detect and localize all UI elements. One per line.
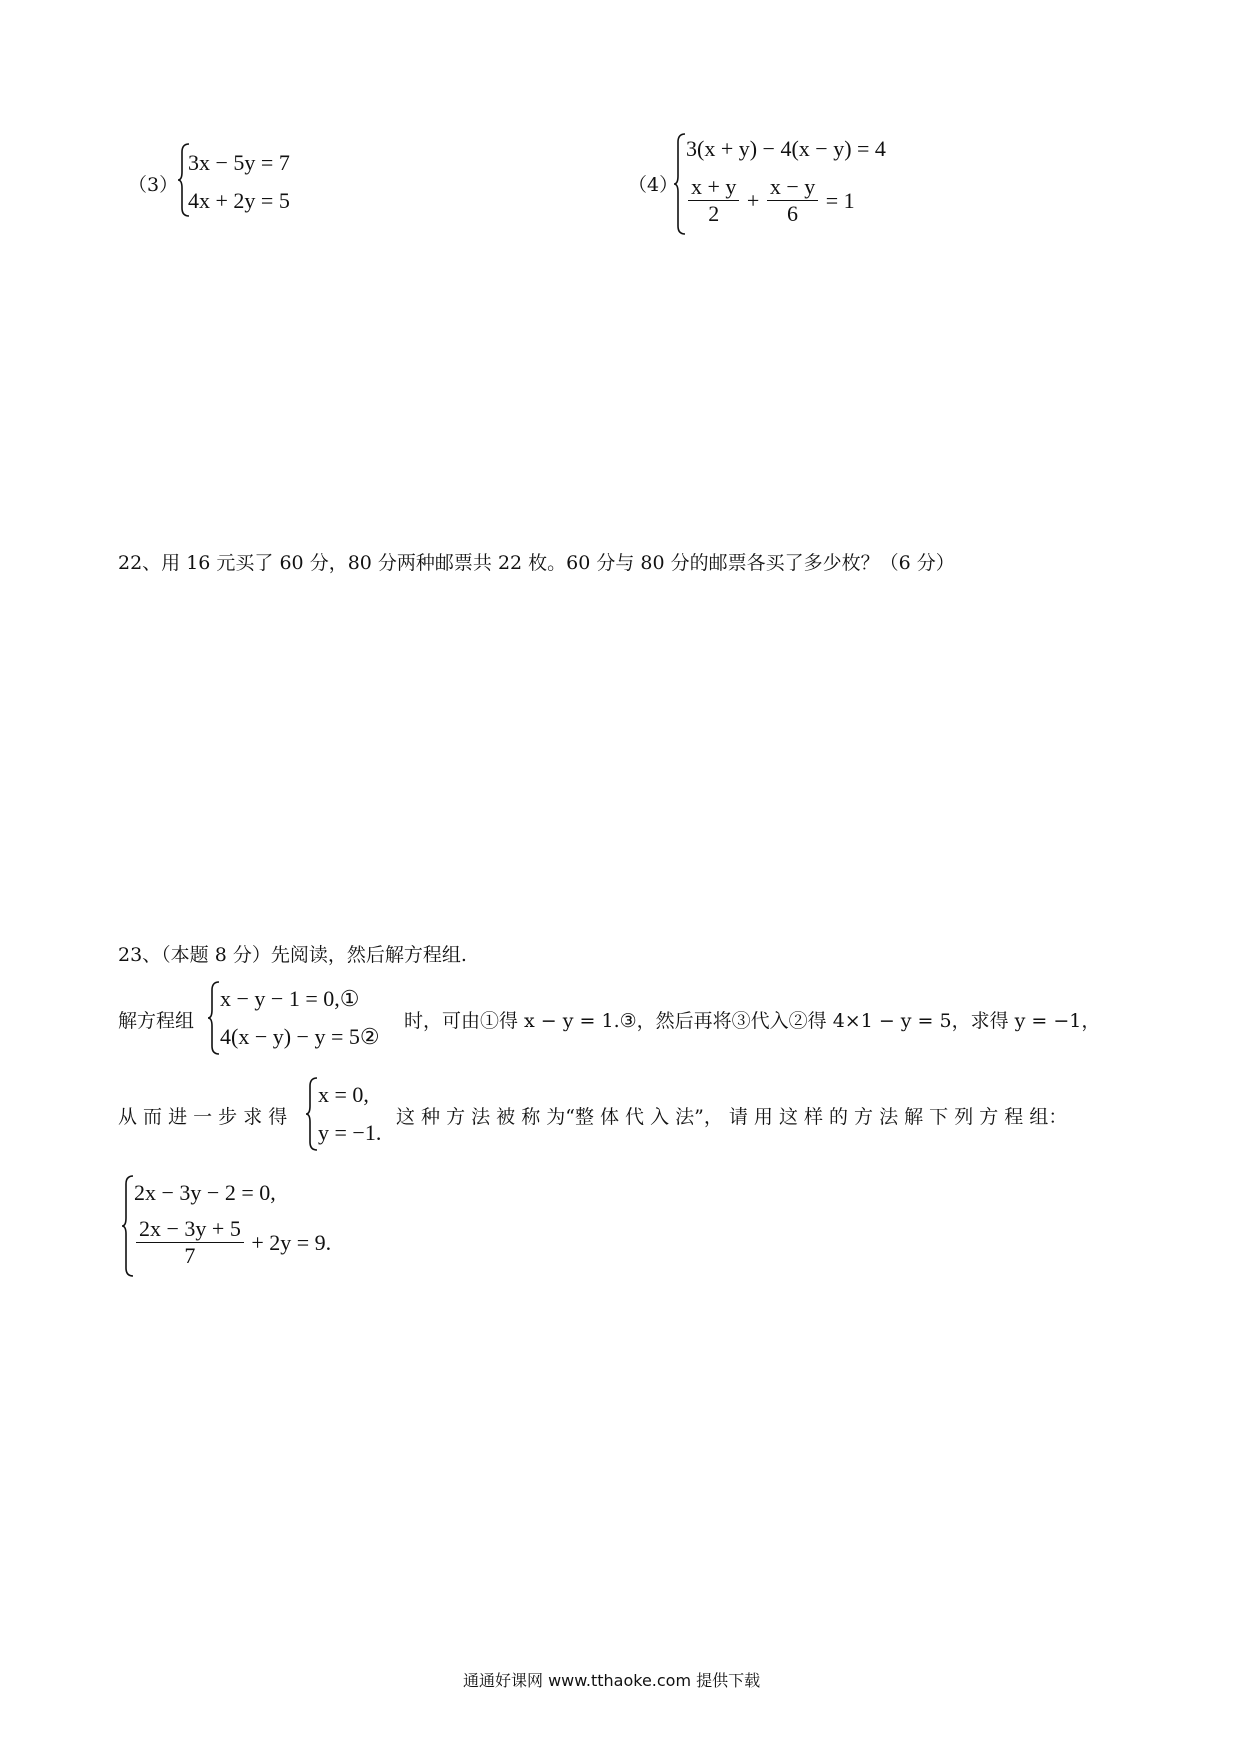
fraction-numerator: x − y <box>767 174 818 201</box>
question-23-system-equation-2: 4(x − y) − y = 5② <box>220 1024 380 1049</box>
question-23-final-equation-1: 2x − 3y − 2 = 0, <box>134 1180 276 1205</box>
problem-3-label: （3） <box>128 174 179 196</box>
problem-4-equation-1: 3(x + y) − 4(x − y) = 4 <box>686 136 886 161</box>
question-23-line1-prefix: 解方程组 <box>118 1010 195 1032</box>
problem-3-equation-1: 3x − 5y = 7 <box>188 150 290 175</box>
question-23-system-equation-1: x − y − 1 = 0,① <box>220 986 360 1011</box>
equation-rhs: = 1 <box>825 187 855 213</box>
fraction-numerator: 2x − 3y + 5 <box>136 1216 244 1243</box>
question-23-line2-prefix: 从 而 进 一 步 求 得 <box>118 1106 288 1128</box>
problem-3-equation-2: 4x + 2y = 5 <box>188 188 290 213</box>
footer-text: 通通好课网 www.tthaoke.com 提供下载 <box>463 1671 761 1690</box>
question-23-intro: 23、（本题 8 分）先阅读，然后解方程组. <box>118 944 467 966</box>
question-23-final-equation-2 <box>134 1216 331 1269</box>
question-23-final-fraction <box>136 1216 244 1269</box>
fraction-numerator: x + y <box>688 174 739 201</box>
problem-4-fraction-1 <box>688 174 739 227</box>
question-22-text: 22、用 16 元买了 60 分，80 分两种邮票共 22 枚。60 分与 80 分的邮票各买了多少枚？（6 分） <box>118 552 955 574</box>
question-23-line1-suffix: 时，可由①得 x − y = 1.③，然后再将③代入②得 4×1 − y = 5，求得 y = −1， <box>404 1010 1101 1032</box>
fraction-denominator: 2 <box>708 201 720 226</box>
problem-4-equation-2 <box>686 174 855 227</box>
fraction-denominator: 6 <box>787 201 799 226</box>
plus-sign: + <box>746 187 760 213</box>
problem-4-label: （4） <box>628 174 679 196</box>
equation-tail: + 2y = 9. <box>251 1229 332 1255</box>
fraction-denominator: 7 <box>184 1243 196 1268</box>
problem-4-fraction-2 <box>767 174 818 227</box>
question-23-solution-equation-1: x = 0, <box>318 1082 369 1107</box>
question-23-solution-equation-2: y = −1. <box>318 1120 382 1145</box>
question-23-line2-suffix: 这 种 方 法 被 称 为“整 体 代 入 法”， 请 用 这 样 的 方 法 解 下 列 方 程 组： <box>396 1106 1068 1128</box>
